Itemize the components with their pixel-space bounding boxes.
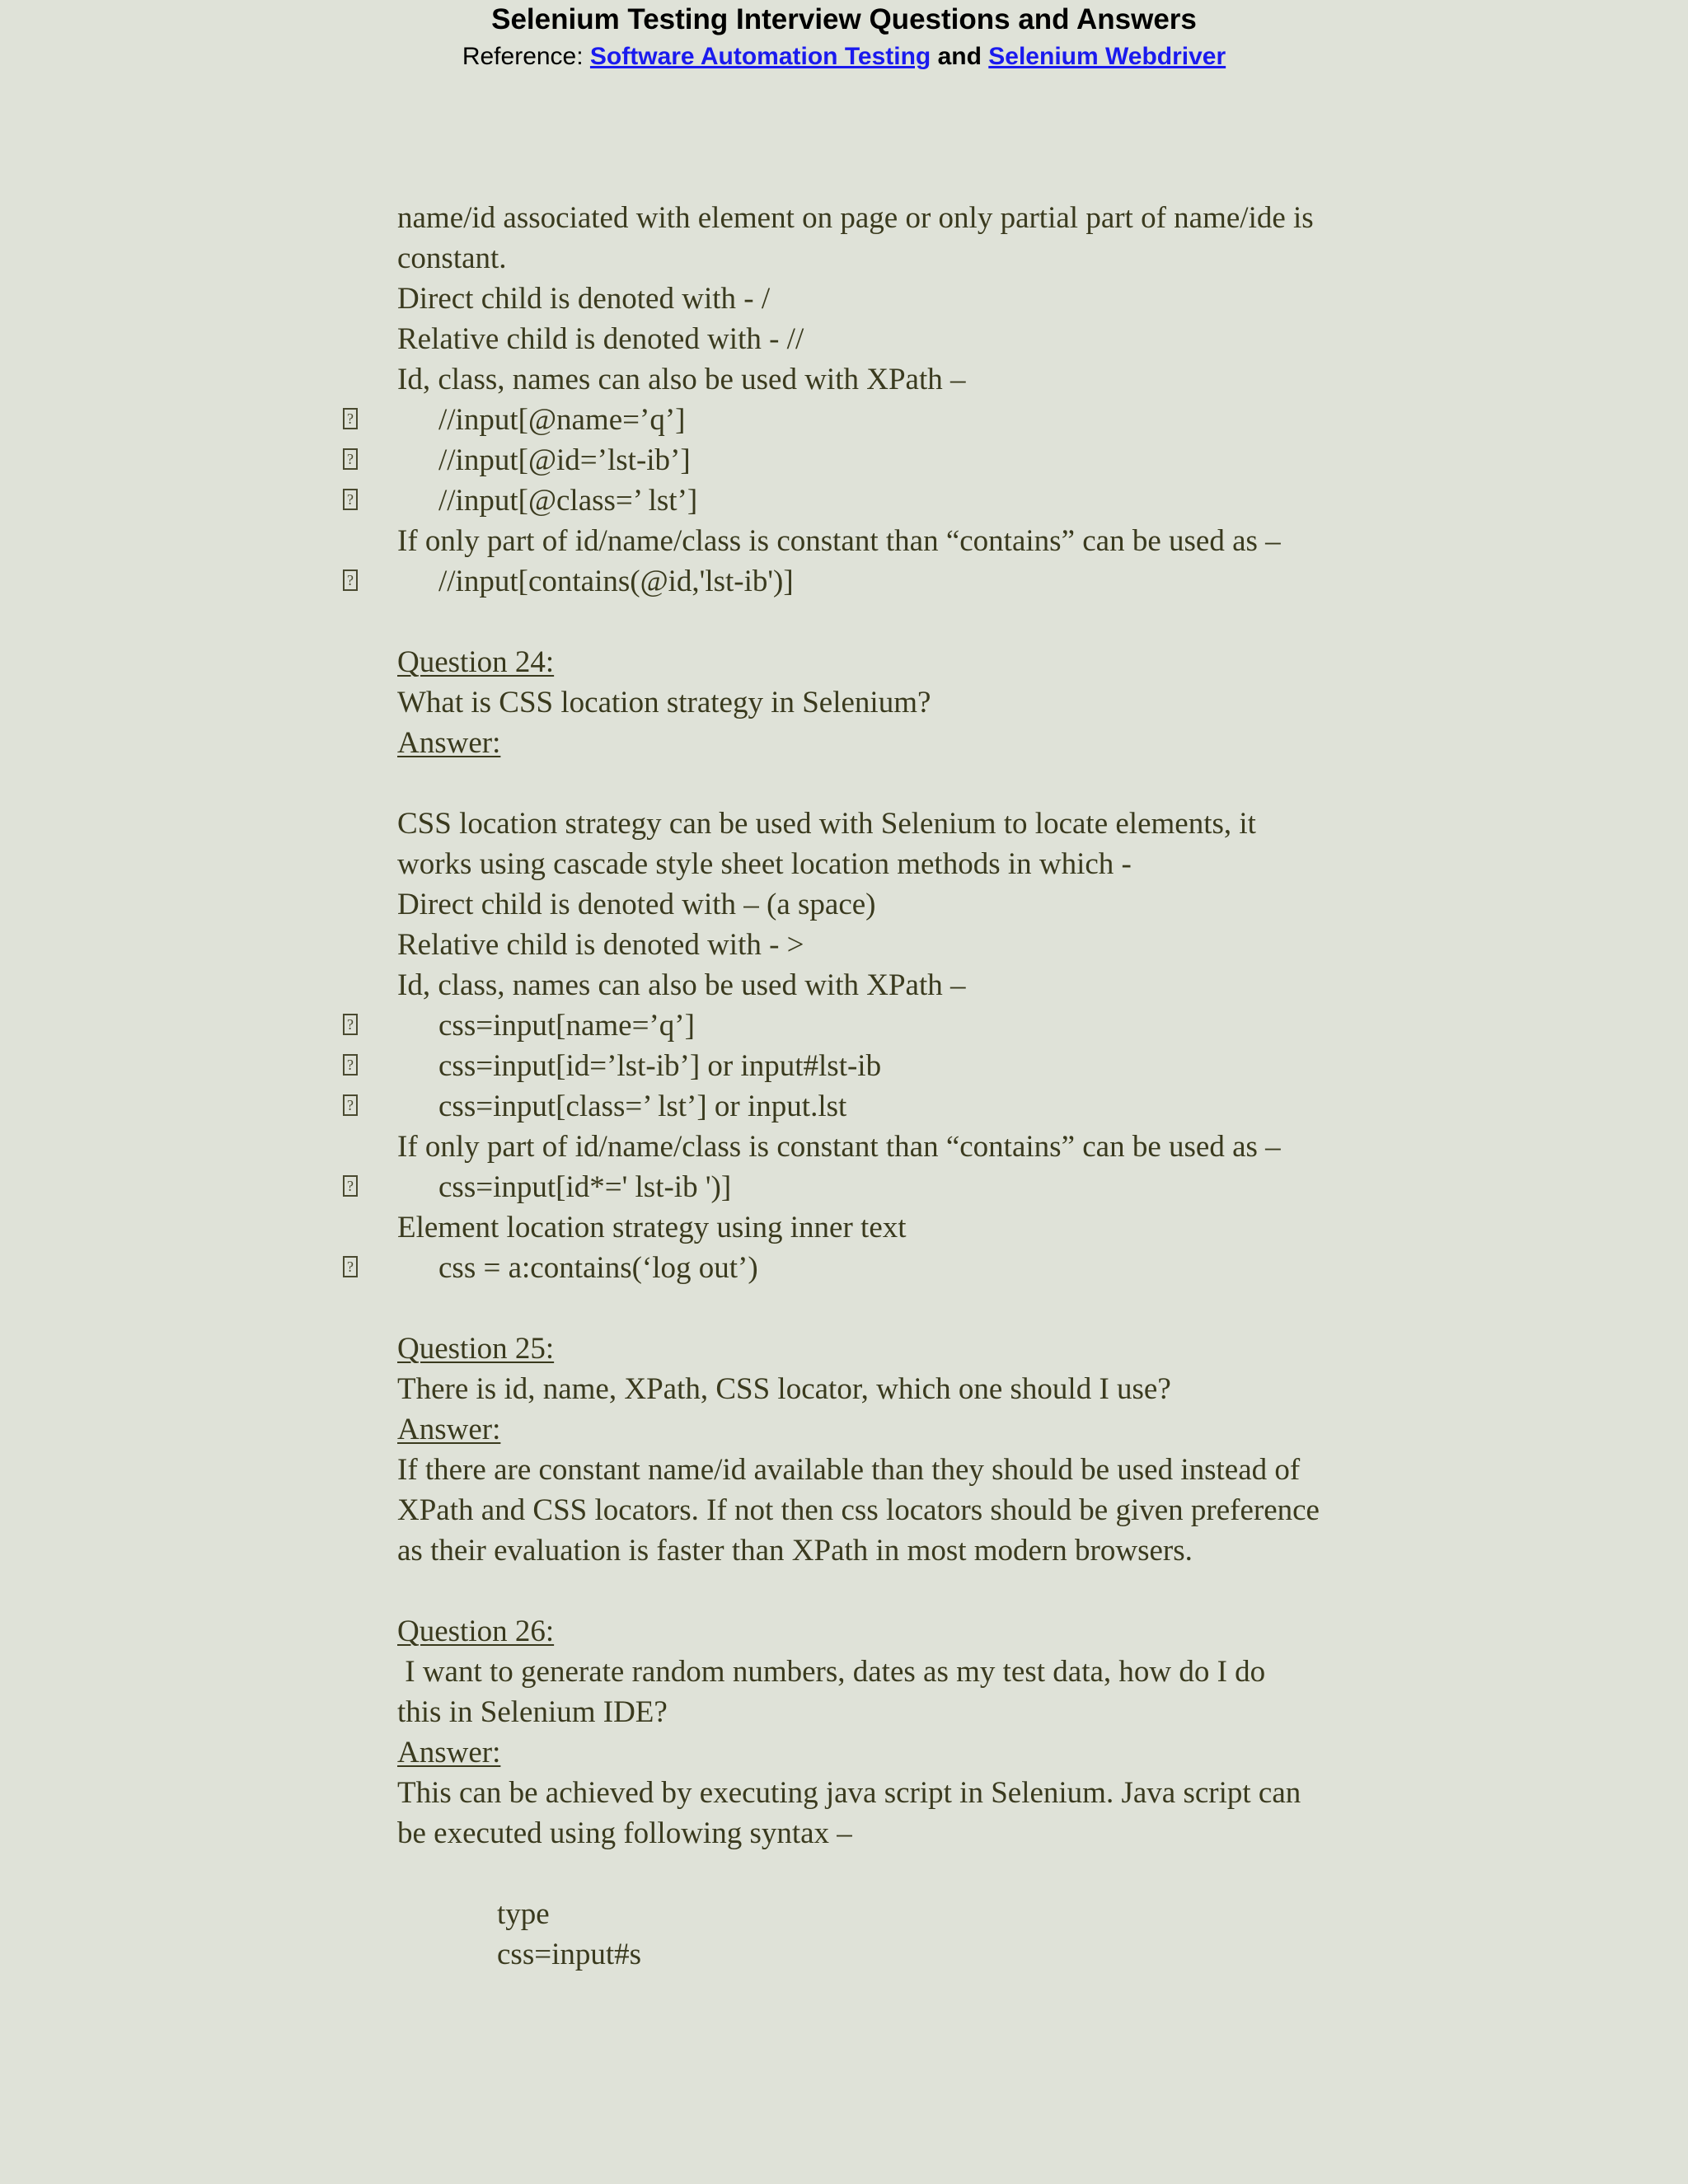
list-item-text: //input[contains(@id,'lst-ib')] bbox=[438, 565, 794, 598]
answer-text: works using cascade style sheet location methods in which - bbox=[397, 847, 1132, 881]
list-item-text: css=input[name=’q’] bbox=[438, 1009, 695, 1043]
question-text: this in Selenium IDE? bbox=[397, 1695, 668, 1729]
text-line: Element location strategy using inner text bbox=[397, 1211, 907, 1244]
text-line: Direct child is denoted with - / bbox=[397, 282, 771, 316]
missing-glyph-icon: ? bbox=[343, 1175, 358, 1197]
question-text: What is CSS location strategy in Selenium? bbox=[397, 686, 931, 719]
list-item bbox=[347, 1086, 1518, 1127]
text-line: Id, class, names can also be used with XPath – bbox=[397, 968, 966, 1002]
text-line: Relative child is denoted with - > bbox=[397, 928, 804, 962]
text-line: name/id associated with element on page or only partial part of name/ide is bbox=[397, 201, 1314, 235]
list-item bbox=[347, 400, 1518, 440]
reference-line bbox=[0, 43, 1688, 71]
missing-glyph-icon: ? bbox=[343, 1054, 358, 1076]
missing-glyph-icon: ? bbox=[343, 1094, 358, 1116]
question-text: I want to generate random numbers, dates as my test data, how do I do bbox=[397, 1655, 1266, 1689]
question-text: There is id, name, XPath, CSS locator, which one should I use? bbox=[397, 1372, 1171, 1406]
selenium-webdriver-link[interactable]: Selenium Webdriver bbox=[988, 43, 1226, 70]
text-line: Id, class, names can also be used with XPath – bbox=[397, 363, 966, 396]
code-line: css=input#s bbox=[497, 1938, 642, 1971]
missing-glyph-icon: ? bbox=[343, 408, 358, 429]
answer-heading: Answer: bbox=[397, 1736, 501, 1769]
text-line: constant. bbox=[397, 241, 507, 275]
reference-prefix: Reference: bbox=[462, 43, 590, 70]
question-heading: Question 26: bbox=[397, 1615, 555, 1648]
missing-glyph-icon: ? bbox=[343, 489, 358, 510]
text-line: Relative child is denoted with - // bbox=[397, 322, 804, 356]
question-heading: Question 24: bbox=[397, 645, 555, 679]
list-item bbox=[347, 480, 1518, 521]
list-item bbox=[347, 1046, 1518, 1086]
list-item-text: //input[@class=’ lst’] bbox=[438, 484, 698, 518]
answer-text: If there are constant name/id available than they should be used instead of bbox=[397, 1453, 1301, 1487]
reference-and: and bbox=[931, 43, 989, 70]
list-item-text: css=input[id*=' lst-ib ')] bbox=[438, 1170, 732, 1204]
text-line: If only part of id/name/class is constant than “contains” can be used as – bbox=[397, 1130, 1281, 1164]
missing-glyph-icon: ? bbox=[343, 1014, 358, 1035]
list-item bbox=[347, 561, 1518, 602]
missing-glyph-icon: ? bbox=[343, 569, 358, 591]
list-item bbox=[347, 1005, 1518, 1046]
list-item-text: css=input[id=’lst-ib’] or input#lst-ib bbox=[438, 1049, 882, 1083]
list-item-text: css=input[class=’ lst’] or input.lst bbox=[438, 1090, 847, 1123]
document-title: Selenium Testing Interview Questions and Answers bbox=[491, 3, 1197, 35]
text-line: Direct child is denoted with – (a space) bbox=[397, 888, 876, 921]
answer-text: be executed using following syntax – bbox=[397, 1816, 852, 1850]
missing-glyph-icon: ? bbox=[343, 1256, 358, 1277]
answer-text: as their evaluation is faster than XPath in most modern browsers. bbox=[397, 1534, 1193, 1568]
missing-glyph-icon: ? bbox=[343, 448, 358, 470]
list-item bbox=[347, 1167, 1518, 1207]
list-item bbox=[347, 1248, 1518, 1288]
code-line: type bbox=[497, 1897, 550, 1931]
question-heading: Question 25: bbox=[397, 1332, 555, 1366]
list-item-text: //input[@name=’q’] bbox=[438, 403, 686, 437]
list-item-text: //input[@id=’lst-ib’] bbox=[438, 443, 691, 477]
answer-heading: Answer: bbox=[397, 1413, 501, 1446]
text-line: If only part of id/name/class is constant than “contains” can be used as – bbox=[397, 524, 1281, 558]
document-body bbox=[347, 198, 1518, 1975]
answer-text: XPath and CSS locators. If not then css locators should be given preference bbox=[397, 1493, 1320, 1527]
software-automation-testing-link[interactable]: Software Automation Testing bbox=[589, 43, 931, 70]
answer-heading: Answer: bbox=[397, 726, 501, 760]
list-item-text: css = a:contains(‘log out’) bbox=[438, 1251, 758, 1285]
answer-text: CSS location strategy can be used with Selenium to locate elements, it bbox=[397, 807, 1256, 841]
answer-text: This can be achieved by executing java script in Selenium. Java script can bbox=[397, 1776, 1301, 1810]
list-item bbox=[347, 440, 1518, 480]
